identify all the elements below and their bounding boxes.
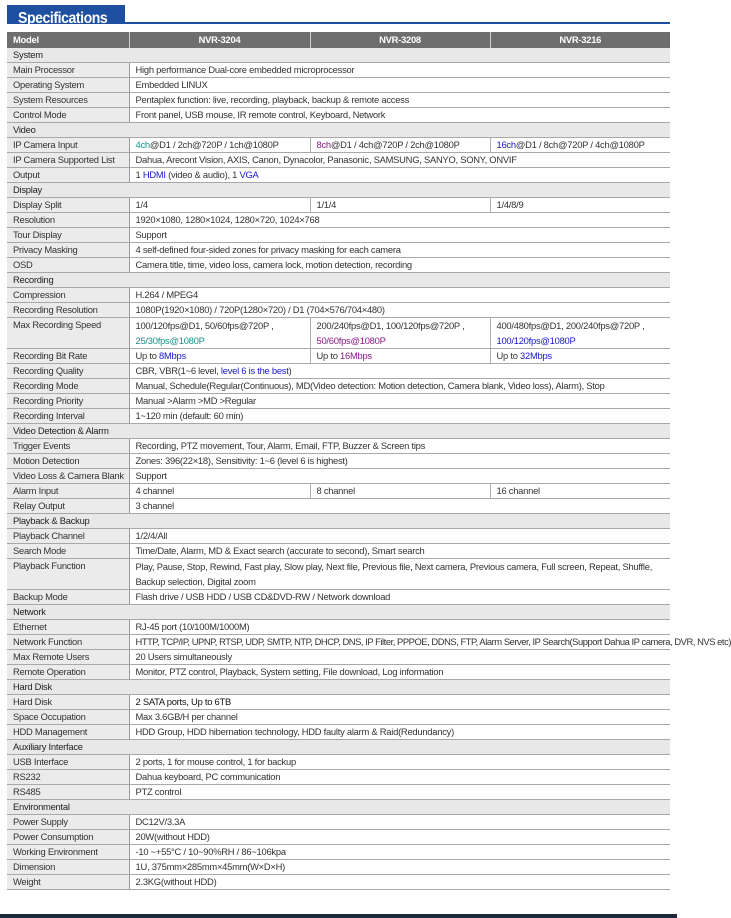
row-value xyxy=(129,318,310,349)
row-label: Output xyxy=(7,168,129,183)
header-nvr-3204: NVR-3204 xyxy=(129,32,310,48)
row-label: Hard Disk xyxy=(7,695,129,710)
header-nvr-3208: NVR-3208 xyxy=(310,32,490,48)
highlight: VGA xyxy=(239,169,259,180)
row-value: 2 SATA ports, Up to 6TB xyxy=(129,695,670,710)
table-row xyxy=(7,529,670,544)
row-value: PTZ control xyxy=(129,785,670,800)
row-value: Manual, Schedule(Regular(Continuous), MD(Video detection: Motion detection, Camera blank, Video loss), Alarm), Stop xyxy=(129,379,670,394)
row-label: Relay Output xyxy=(7,499,129,514)
row-value: 2.3KG(without HDD) xyxy=(129,875,670,890)
row-label: RS485 xyxy=(7,785,129,800)
highlight: 25/30fps@1080P xyxy=(135,335,205,346)
row-value: 1~120 min (default: 60 min) xyxy=(129,409,670,424)
row-label: Alarm Input xyxy=(7,484,129,499)
row-value: Support xyxy=(129,469,670,484)
section-title: Video Detection & Alarm xyxy=(7,424,670,439)
row-label: Playback Channel xyxy=(7,529,129,544)
table-row xyxy=(7,198,670,213)
text: @D1 / 8ch@720P / 4ch@1080P xyxy=(515,139,645,150)
row-value: Pentaplex function: live, recording, playback, backup & remote access xyxy=(129,93,670,108)
row-value: DC12V/3.3A xyxy=(129,815,670,830)
row-label: IP Camera Supported List xyxy=(7,153,129,168)
row-label: IP Camera Input xyxy=(7,138,129,153)
table-row xyxy=(7,559,670,590)
table-row xyxy=(7,454,670,469)
text: Up to xyxy=(135,350,160,361)
row-label: Ethernet xyxy=(7,620,129,635)
row-value: Embedded LINUX xyxy=(129,78,670,93)
text: @D1 / 2ch@720P / 1ch@1080P xyxy=(149,139,279,150)
text: @D1 / 4ch@720P / 2ch@1080P xyxy=(330,139,460,150)
table-row xyxy=(7,213,670,228)
row-label: Dimension xyxy=(7,860,129,875)
row-value: -10 ~+55°C / 10~90%RH / 86~106kpa xyxy=(129,845,670,860)
row-label: Video Loss & Camera Blank xyxy=(7,469,129,484)
table-row xyxy=(7,63,670,78)
table-row xyxy=(7,635,670,650)
row-value: 1/2/4/All xyxy=(129,529,670,544)
table-row xyxy=(7,830,670,845)
text: Backup selection, Digital zoom xyxy=(135,576,256,587)
row-value: 1920×1080, 1280×1024, 1280×720, 1024×768 xyxy=(129,213,670,228)
row-value: 3 channel xyxy=(129,499,670,514)
highlight: 4ch xyxy=(135,139,150,150)
row-value xyxy=(310,318,490,349)
text: 200/240fps@D1, 100/120fps@720P , xyxy=(316,320,465,331)
highlight: 16Mbps xyxy=(340,350,372,361)
table-row xyxy=(7,93,670,108)
row-label: Privacy Masking xyxy=(7,243,129,258)
page-title: Specifications xyxy=(18,10,108,27)
table-row xyxy=(7,379,670,394)
table-row xyxy=(7,650,670,665)
row-label: Operating System xyxy=(7,78,129,93)
text: ) xyxy=(288,365,292,376)
section-detection xyxy=(7,424,670,439)
row-value xyxy=(310,349,490,364)
text: 100/120fps@D1, 50/60fps@720P , xyxy=(135,320,274,331)
row-label: HDD Management xyxy=(7,725,129,740)
table-row xyxy=(7,665,670,680)
table-row xyxy=(7,499,670,514)
row-value: RJ-45 port (10/100M/1000M) xyxy=(129,620,670,635)
table-row xyxy=(7,695,670,710)
row-value: 1080P(1920×1080) / 720P(1280×720) / D1 (704×576/704×480) xyxy=(129,303,670,318)
table-row xyxy=(7,590,670,605)
row-label: Playback Function xyxy=(7,559,129,590)
table-row xyxy=(7,108,670,123)
table-row xyxy=(7,544,670,559)
header-model: Model xyxy=(7,32,129,48)
section-playback xyxy=(7,514,670,529)
title-bar xyxy=(7,5,125,27)
row-label: Max Remote Users xyxy=(7,650,129,665)
text: 400/480fps@D1, 200/240fps@720P , xyxy=(496,320,645,331)
row-value: H.264 / MPEG4 xyxy=(129,288,670,303)
section-title: Display xyxy=(7,183,670,198)
row-value: 2 ports, 1 for mouse control, 1 for backup xyxy=(129,755,670,770)
row-value xyxy=(129,138,310,153)
row-label: Recording Mode xyxy=(7,379,129,394)
row-label: Backup Mode xyxy=(7,590,129,605)
row-label: Trigger Events xyxy=(7,439,129,454)
row-value: High performance Dual-core embedded microprocessor xyxy=(129,63,670,78)
row-label: Max Recording Speed xyxy=(7,318,129,349)
row-label: Recording Resolution xyxy=(7,303,129,318)
row-value: 1/4 xyxy=(129,198,310,213)
section-title: Playback & Backup xyxy=(7,514,670,529)
highlight: 8ch xyxy=(316,139,331,150)
row-label: OSD xyxy=(7,258,129,273)
highlight: 8Mbps xyxy=(159,350,186,361)
row-value: Flash drive / USB HDD / USB CD&DVD-RW / Network download xyxy=(129,590,670,605)
row-value: Support xyxy=(129,228,670,243)
row-label: Control Mode xyxy=(7,108,129,123)
table-row xyxy=(7,228,670,243)
table-row xyxy=(7,153,670,168)
row-label: Search Mode xyxy=(7,544,129,559)
row-value: Max 3.6GB/H per channel xyxy=(129,710,670,725)
table-row xyxy=(7,620,670,635)
text: 1 xyxy=(135,169,143,180)
row-label: System Resources xyxy=(7,93,129,108)
table-row xyxy=(7,258,670,273)
row-value: 20 Users simultaneously xyxy=(129,650,670,665)
row-value: HDD Group, HDD hibernation technology, HDD faulty alarm & Raid(Redundancy) xyxy=(129,725,670,740)
row-value xyxy=(129,349,310,364)
table-row xyxy=(7,845,670,860)
table-row xyxy=(7,469,670,484)
row-value: Time/Date, Alarm, MD & Exact search (accurate to second), Smart search xyxy=(129,544,670,559)
section-title: Auxiliary Interface xyxy=(7,740,670,755)
table-row xyxy=(7,364,670,379)
row-label: Weight xyxy=(7,875,129,890)
row-value: Front panel, USB mouse, IR remote control, Keyboard, Network xyxy=(129,108,670,123)
section-title: Video xyxy=(7,123,670,138)
table-row xyxy=(7,168,670,183)
section-network xyxy=(7,605,670,620)
row-label: Recording Priority xyxy=(7,394,129,409)
table-row xyxy=(7,349,670,364)
table-row xyxy=(7,710,670,725)
section-recording xyxy=(7,273,670,288)
table-row xyxy=(7,484,670,499)
table-row xyxy=(7,860,670,875)
table-row xyxy=(7,243,670,258)
row-label: Recording Interval xyxy=(7,409,129,424)
row-label: Remote Operation xyxy=(7,665,129,680)
text: Up to xyxy=(496,350,521,361)
section-display xyxy=(7,183,670,198)
row-value xyxy=(129,559,670,590)
header-nvr-3216: NVR-3216 xyxy=(490,32,670,48)
section-title: Environmental xyxy=(7,800,670,815)
row-label: Space Occupation xyxy=(7,710,129,725)
section-auxiliary xyxy=(7,740,670,755)
row-value: 1/4/8/9 xyxy=(490,198,670,213)
row-label: USB Interface xyxy=(7,755,129,770)
table-row xyxy=(7,288,670,303)
row-value: 20W(without HDD) xyxy=(129,830,670,845)
table-row xyxy=(7,875,670,890)
row-value xyxy=(129,364,670,379)
table-row xyxy=(7,318,670,349)
row-value xyxy=(490,318,670,349)
row-value: Camera title, time, video loss, camera lock, motion detection, recording xyxy=(129,258,670,273)
row-value: Zones: 396(22×18), Sensitivity: 1~6 (level 6 is highest) xyxy=(129,454,670,469)
row-value: Recording, PTZ movement, Tour, Alarm, Email, FTP, Buzzer & Screen tips xyxy=(129,439,670,454)
table-row xyxy=(7,815,670,830)
row-label: Display Split xyxy=(7,198,129,213)
row-value: 1U, 375mm×285mm×45mm(W×D×H) xyxy=(129,860,670,875)
table-row xyxy=(7,439,670,454)
table-header xyxy=(7,32,670,48)
row-label: RS232 xyxy=(7,770,129,785)
table-row xyxy=(7,725,670,740)
row-value: Monitor, PTZ control, Playback, System setting, File download, Log information xyxy=(129,665,670,680)
row-label: Working Environment xyxy=(7,845,129,860)
table-row xyxy=(7,770,670,785)
section-title: System xyxy=(7,48,670,63)
table-row xyxy=(7,785,670,800)
table-row xyxy=(7,138,670,153)
row-label: Recording Quality xyxy=(7,364,129,379)
row-value: 16 channel xyxy=(490,484,670,499)
row-value: 8 channel xyxy=(310,484,490,499)
section-system xyxy=(7,48,670,63)
row-label: Network Function xyxy=(7,635,129,650)
row-value: Dahua, Arecont Vision, AXIS, Canon, Dynacolor, Panasonic, SAMSUNG, SANYO, SONY, ONVIF xyxy=(129,153,670,168)
row-value: HTTP, TCP/IP, UPNP, RTSP, UDP, SMTP, NTP, DHCP, DNS, IP Filter, PPPOE, DDNS, FTP, Alarm Server, IP Search(Support Dahua IP camera, DVR, NVS etc) xyxy=(129,635,670,650)
table-row xyxy=(7,78,670,93)
row-label: Motion Detection xyxy=(7,454,129,469)
highlight: 32Mbps xyxy=(520,350,552,361)
section-title: Recording xyxy=(7,273,670,288)
section-title: Hard Disk xyxy=(7,680,670,695)
row-label: Main Processor xyxy=(7,63,129,78)
highlight: HDMI xyxy=(142,169,166,180)
row-value: 1/1/4 xyxy=(310,198,490,213)
row-value: Manual >Alarm >MD >Regular xyxy=(129,394,670,409)
row-value xyxy=(129,168,670,183)
row-label: Tour Display xyxy=(7,228,129,243)
text: Up to xyxy=(316,350,341,361)
highlight: level 6 is the best xyxy=(220,365,289,376)
spec-table xyxy=(7,32,731,890)
highlight: 100/120fps@1080P xyxy=(496,335,576,346)
row-value: 4 self-defined four-sided zones for privacy masking for each camera xyxy=(129,243,670,258)
row-label: Compression xyxy=(7,288,129,303)
text: (video & audio), 1 xyxy=(165,169,240,180)
table-row xyxy=(7,409,670,424)
row-label: Power Supply xyxy=(7,815,129,830)
table-row xyxy=(7,755,670,770)
row-label: Resolution xyxy=(7,213,129,228)
table-row xyxy=(7,394,670,409)
row-label: Recording Bit Rate xyxy=(7,349,129,364)
highlight: 50/60fps@1080P xyxy=(316,335,386,346)
row-value: Dahua keyboard, PC communication xyxy=(129,770,670,785)
section-title: Network xyxy=(7,605,670,620)
text: Play, Pause, Stop, Rewind, Fast play, Slow play, Next file, Previous file, Next camera, Previous camera, Full screen, Repeat, Shuffle, xyxy=(135,561,653,572)
row-value xyxy=(490,138,670,153)
section-video xyxy=(7,123,670,138)
row-value xyxy=(490,349,670,364)
row-value: 4 channel xyxy=(129,484,310,499)
text: CBR, VBR(1~6 level, xyxy=(135,365,221,376)
table-row xyxy=(7,303,670,318)
highlight: 16ch xyxy=(496,139,516,150)
row-label: Power Consumption xyxy=(7,830,129,845)
section-hard-disk xyxy=(7,680,670,695)
row-value xyxy=(310,138,490,153)
footer-rule xyxy=(0,914,677,918)
section-environmental xyxy=(7,800,670,815)
title-underline xyxy=(125,22,670,24)
